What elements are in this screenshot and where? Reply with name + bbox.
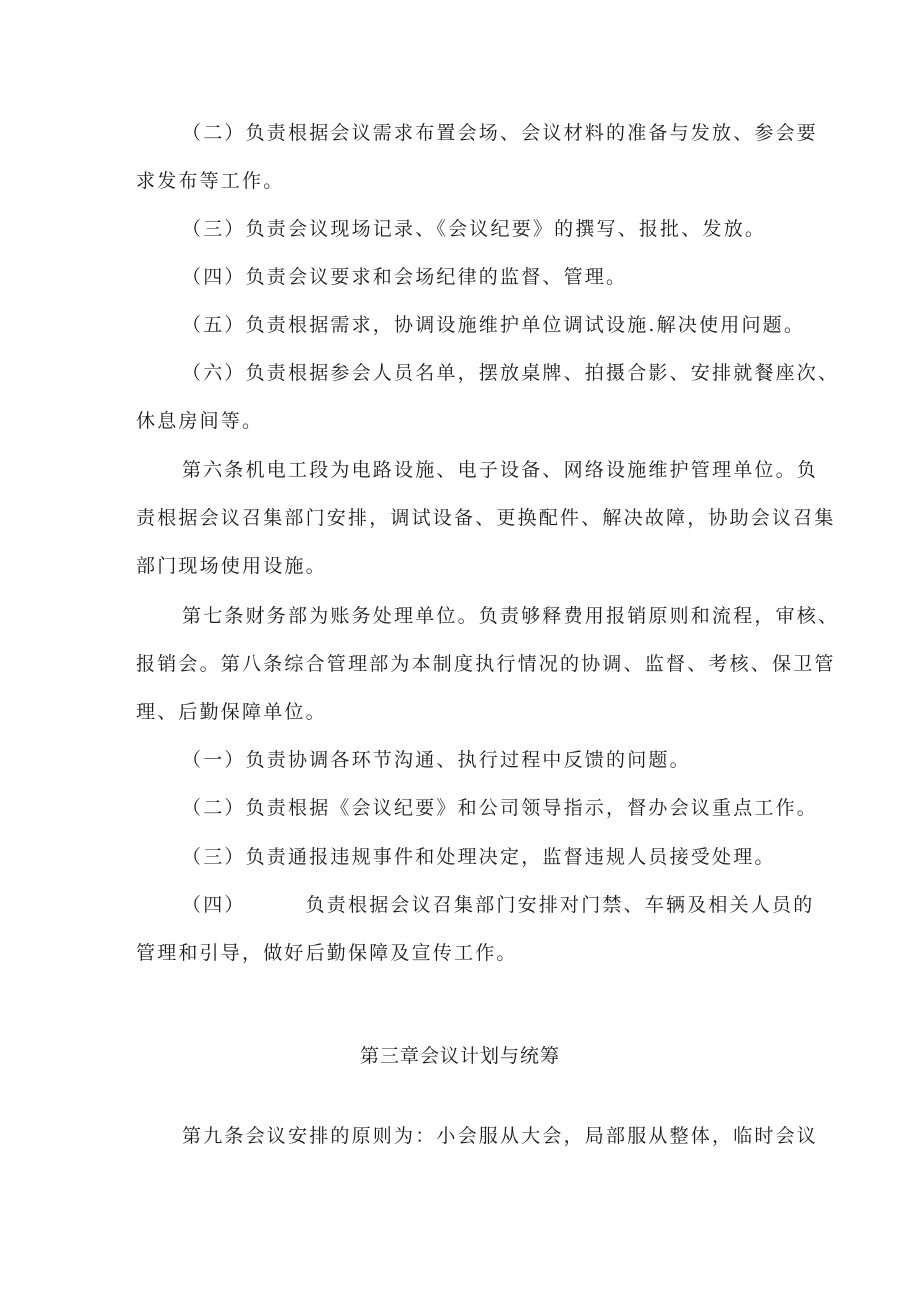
paragraph-line: （二）负责根据会议需求布置会场、会议材料的准备与发放、参会要 [182,122,819,144]
paragraph-line: 报销会。第八条综合管理部为本制度执行情况的协调、监督、考核、保卫管 [136,653,836,675]
paragraph-line: （三）负责通报违规事件和处理决定，监督违规人员接受处理。 [182,846,776,868]
paragraph-line: 第九条会议安排的原则为：小会服从大会，局部服从整体，临时会议 [182,1125,819,1147]
chapter-title: 第三章会议计划与统筹 [359,1045,560,1067]
paragraph-line: （四）负责会议要求和会场纪律的监督、管理。 [182,266,628,288]
paragraph-line: （二）负责根据《会议纪要》和公司领导指示，督办会议重点工作。 [182,797,819,819]
paragraph-line: 部门现场使用设施。 [136,555,327,577]
item-four-label: （四） [182,894,246,916]
paragraph-line: 责根据会议召集部门安排，调试设备、更换配件、解决故障，协助会议召集 [136,507,836,529]
paragraph-line: 理、后勤保障单位。 [136,701,327,723]
paragraph-line: 休息房间等。 [136,410,264,432]
paragraph-line: 第六条机电工段为电路设施、电子设备、网络设施维护管理单位。负 [182,459,819,481]
paragraph-line: 第七条财务部为账务处理单位。负责够释费用报销原则和流程，审核、 [182,605,840,627]
paragraph-line: 求发布等工作。 [136,170,285,192]
paragraph-line: 管理和引导，做好后勤保障及宣传工作。 [136,942,518,964]
paragraph-line: （一）负责协调各环节沟通、执行过程中反馈的问题。 [182,749,691,771]
paragraph-line-item-four [182,893,814,917]
paragraph-line: （三）负责会议现场记录、《会议纪要》的撰写、报批、发放。 [182,218,767,240]
item-four-text: 负责根据会议召集部门安排对门禁、车辆及相关人员的 [305,894,815,916]
paragraph-line: （五）负责根据需求，协调设施维护单位调试设施.解决使用问题。 [182,314,806,336]
paragraph-line: （六）负责根据参会人员名单，摆放桌牌、拍摄合影、安排就餐座次、 [182,362,840,384]
